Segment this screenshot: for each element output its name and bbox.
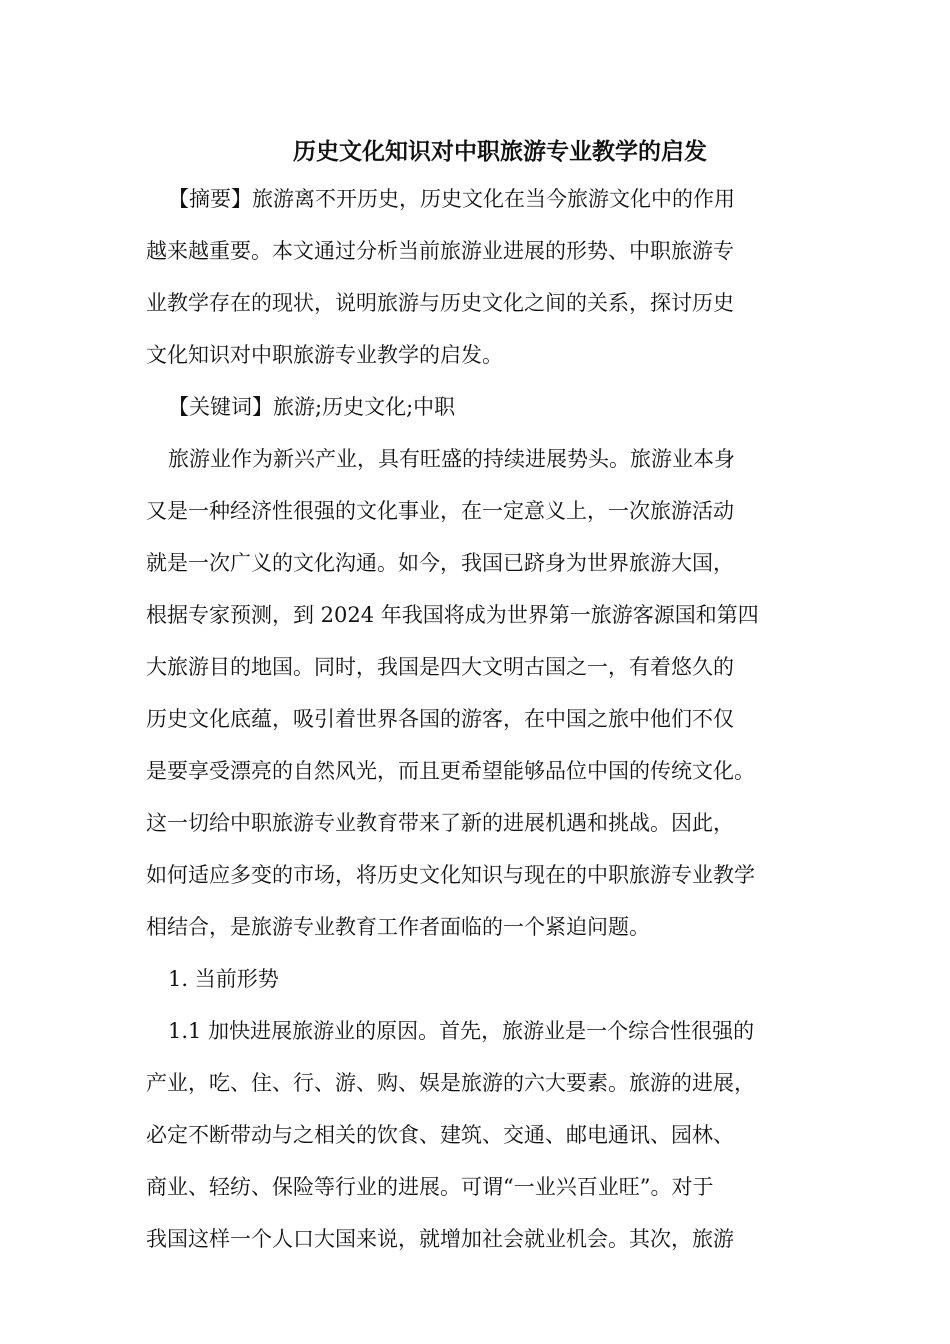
paragraph-line-4: 根据专家预测，到 2024 年我国将成为世界第一旅游客源国和第四 <box>146 603 759 627</box>
paragraph-line-10: 相结合，是旅游专业教育工作者面临的一个紧迫问题。 <box>146 915 650 939</box>
paragraph-line-3: 就是一次广义的文化沟通。如今，我国已跻身为世界旅游大国， <box>146 551 734 575</box>
abstract-line-4: 文化知识对中职旅游专业教学的启发。 <box>146 343 503 367</box>
document-title: 历史文化知识对中职旅游专业教学的启发 <box>293 138 707 165</box>
abstract-line-1: 【摘要】旅游离不开历史，历史文化在当今旅游文化中的作用 <box>168 187 735 211</box>
document-body <box>146 181 796 1273</box>
section-line-2: 产业，吃、住、行、游、购、娱是旅游的六大要素。旅游的进展， <box>146 1071 755 1095</box>
section-line-5: 我国这样一个人口大国来说，就增加社会就业机会。其次，旅游 <box>146 1227 734 1251</box>
paragraph-line-7: 是要享受漂亮的自然风光，而且更希望能够品位中国的传统文化。 <box>146 759 755 783</box>
paragraph-line-2: 又是一种经济性很强的文化事业，在一定意义上，一次旅游活动 <box>146 499 734 523</box>
section-line-3: 必定不断带动与之相关的饮食、建筑、交通、邮电通讯、园林、 <box>146 1123 734 1147</box>
paragraph-line-6: 历史文化底蕴，吸引着世界各国的游客，在中国之旅中他们不仅 <box>146 707 734 731</box>
abstract-line-2: 越来越重要。本文通过分析当前旅游业进展的形势、中职旅游专 <box>146 239 734 263</box>
section-line-1: 1.1 加快进展旅游业的原因。首先，旅游业是一个综合性很强的 <box>168 1019 755 1043</box>
paragraph-line-1: 旅游业作为新兴产业，具有旺盛的持续进展势头。旅游业本身 <box>168 447 735 471</box>
paragraph-line-5: 大旅游目的地国。同时，我国是四大文明古国之一，有着悠久的 <box>146 655 734 679</box>
section-heading: 1. 当前形势 <box>168 967 279 991</box>
section-line-4: 商业、轻纺、保险等行业的进展。可谓“一业兴百业旺”。对于 <box>146 1175 714 1199</box>
abstract-line-3: 业教学存在的现状，说明旅游与历史文化之间的关系，探讨历史 <box>146 291 734 315</box>
paragraph-line-8: 这一切给中职旅游专业教育带来了新的进展机遇和挑战。因此， <box>146 811 734 835</box>
paragraph-line-9: 如何适应多变的市场，将历史文化知识与现在的中职旅游专业教学 <box>146 863 755 887</box>
keywords-line: 【关键词】旅游;历史文化;中职 <box>168 395 456 419</box>
